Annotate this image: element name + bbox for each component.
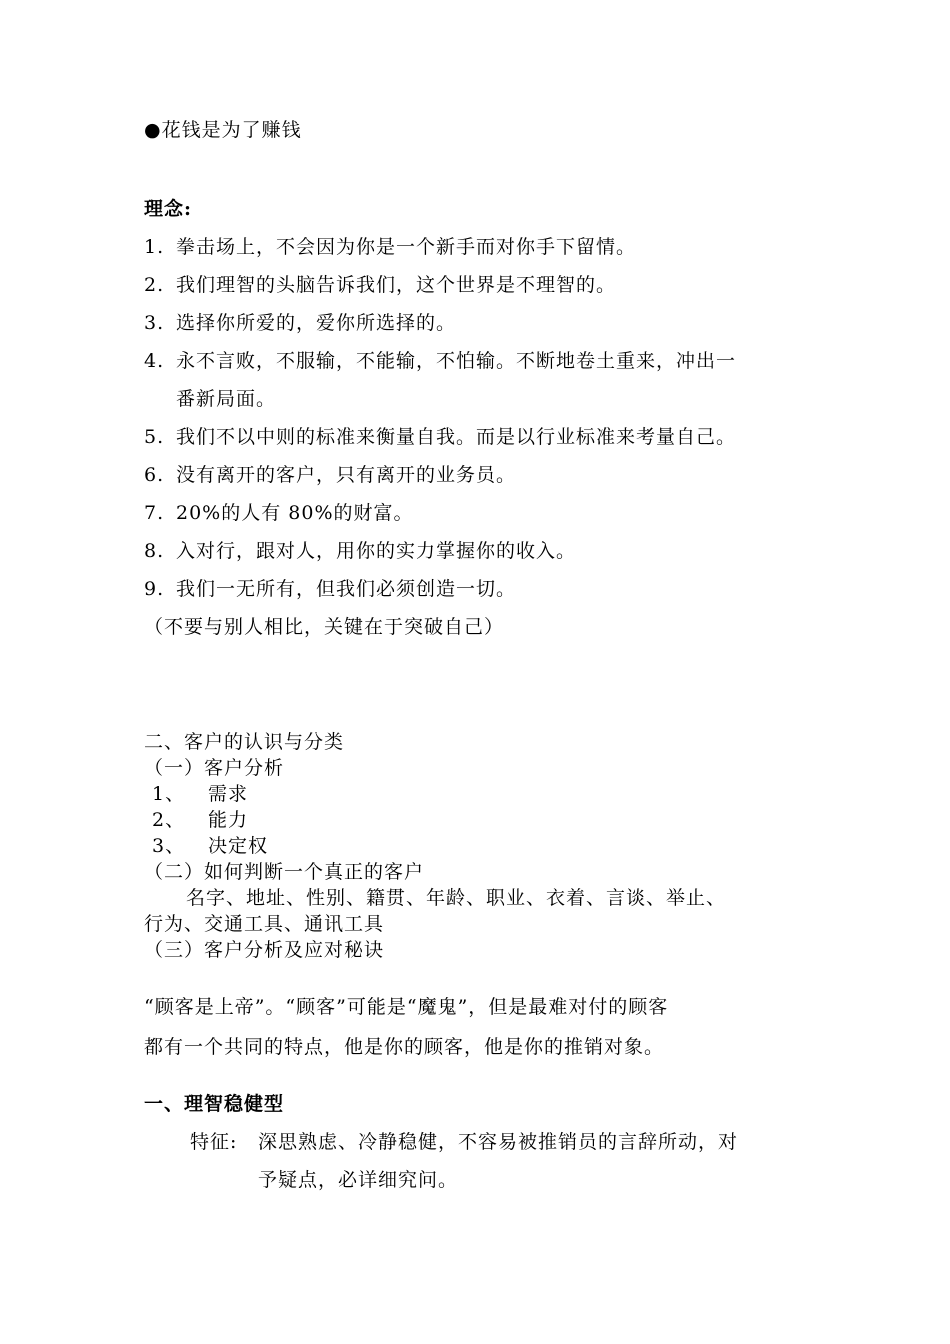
concept-text: 我们一无所有，但我们必须创造一切。 <box>176 578 517 600</box>
concept-num: 8. <box>144 540 165 562</box>
analysis-num: 2、 <box>152 809 186 831</box>
concept-item-8 <box>144 539 576 563</box>
criteria-line-2: 行为、交通工具、通讯工具 <box>144 913 385 935</box>
analysis-item-3 <box>152 834 268 858</box>
concept-num: 4. <box>144 350 165 372</box>
concept-item-4 <box>144 349 736 373</box>
concept-item-2 <box>144 273 616 297</box>
concept-num: 5. <box>144 426 165 448</box>
analysis-text: 能力 <box>208 809 249 831</box>
concept-item-7 <box>144 501 414 525</box>
concept-item-1 <box>144 235 636 259</box>
section2-sub1: （一）客户分析 <box>144 757 285 779</box>
section2-title: 二、客户的认识与分类 <box>144 731 345 753</box>
analysis-text: 决定权 <box>208 835 269 857</box>
type1-feature-line-2: 予疑点，必详细究问。 <box>258 1169 459 1191</box>
criteria-line-1: 名字、地址、性别、籍贯、年龄、职业、衣着、言谈、举止、 <box>186 887 727 909</box>
type1-feature-line-1: 深思熟虑、冷静稳健，不容易被推销员的言辞所动，对 <box>258 1131 739 1153</box>
concept-item-3 <box>144 311 456 335</box>
concept-text: 20%的人有 80%的财富。 <box>176 502 414 524</box>
concept-text: 我们理智的头脑告诉我们，这个世界是不理智的。 <box>176 274 617 296</box>
type1-heading: 一、理智稳健型 <box>144 1093 285 1115</box>
concept-text: 永不言败，不服输，不能输，不怕输。不断地卷土重来，冲出一 <box>176 350 737 372</box>
quote-line-1: “顾客是上帝”。“顾客”可能是“魔鬼”，但是最难对付的顾客 <box>144 996 669 1018</box>
concept-item-6 <box>144 463 516 487</box>
analysis-text: 需求 <box>208 783 249 805</box>
analysis-item-1 <box>152 782 248 806</box>
analysis-item-2 <box>152 808 248 832</box>
concept-text: 入对行，跟对人，用你的实力掌握你的收入。 <box>176 540 577 562</box>
concepts-note: （不要与别人相比，关键在于突破自己） <box>144 616 505 638</box>
type1-feature-label: 特征: <box>190 1131 238 1153</box>
concept-num: 7. <box>144 502 165 524</box>
concept-num: 2. <box>144 274 165 296</box>
analysis-num: 3、 <box>152 835 186 857</box>
concept-num: 9. <box>144 578 165 600</box>
concept-num: 1. <box>144 236 165 258</box>
quote-line-2: 都有一个共同的特点，他是你的顾客，他是你的推销对象。 <box>144 1036 665 1058</box>
analysis-num: 1、 <box>152 783 186 805</box>
concept-num: 3. <box>144 312 165 334</box>
section2-sub3: （三）客户分析及应对秘诀 <box>144 939 385 961</box>
concept-num: 6. <box>144 464 165 486</box>
concept-text: 我们不以中则的标准来衡量自我。而是以行业标准来考量自己。 <box>176 426 737 448</box>
concept-text: 选择你所爱的，爱你所选择的。 <box>176 312 457 334</box>
concept-text: 拳击场上，不会因为你是一个新手而对你手下留情。 <box>176 236 637 258</box>
concept-text: 没有离开的客户，只有离开的业务员。 <box>176 464 517 486</box>
concept-item-9 <box>144 577 516 601</box>
concepts-heading: 理念: <box>144 198 193 220</box>
concept-item-4-cont: 番新局面。 <box>176 388 277 410</box>
concept-item-5 <box>144 425 736 449</box>
bullet-line: ●花钱是为了赚钱 <box>144 119 302 141</box>
section2-sub2: （二）如何判断一个真正的客户 <box>144 861 425 883</box>
